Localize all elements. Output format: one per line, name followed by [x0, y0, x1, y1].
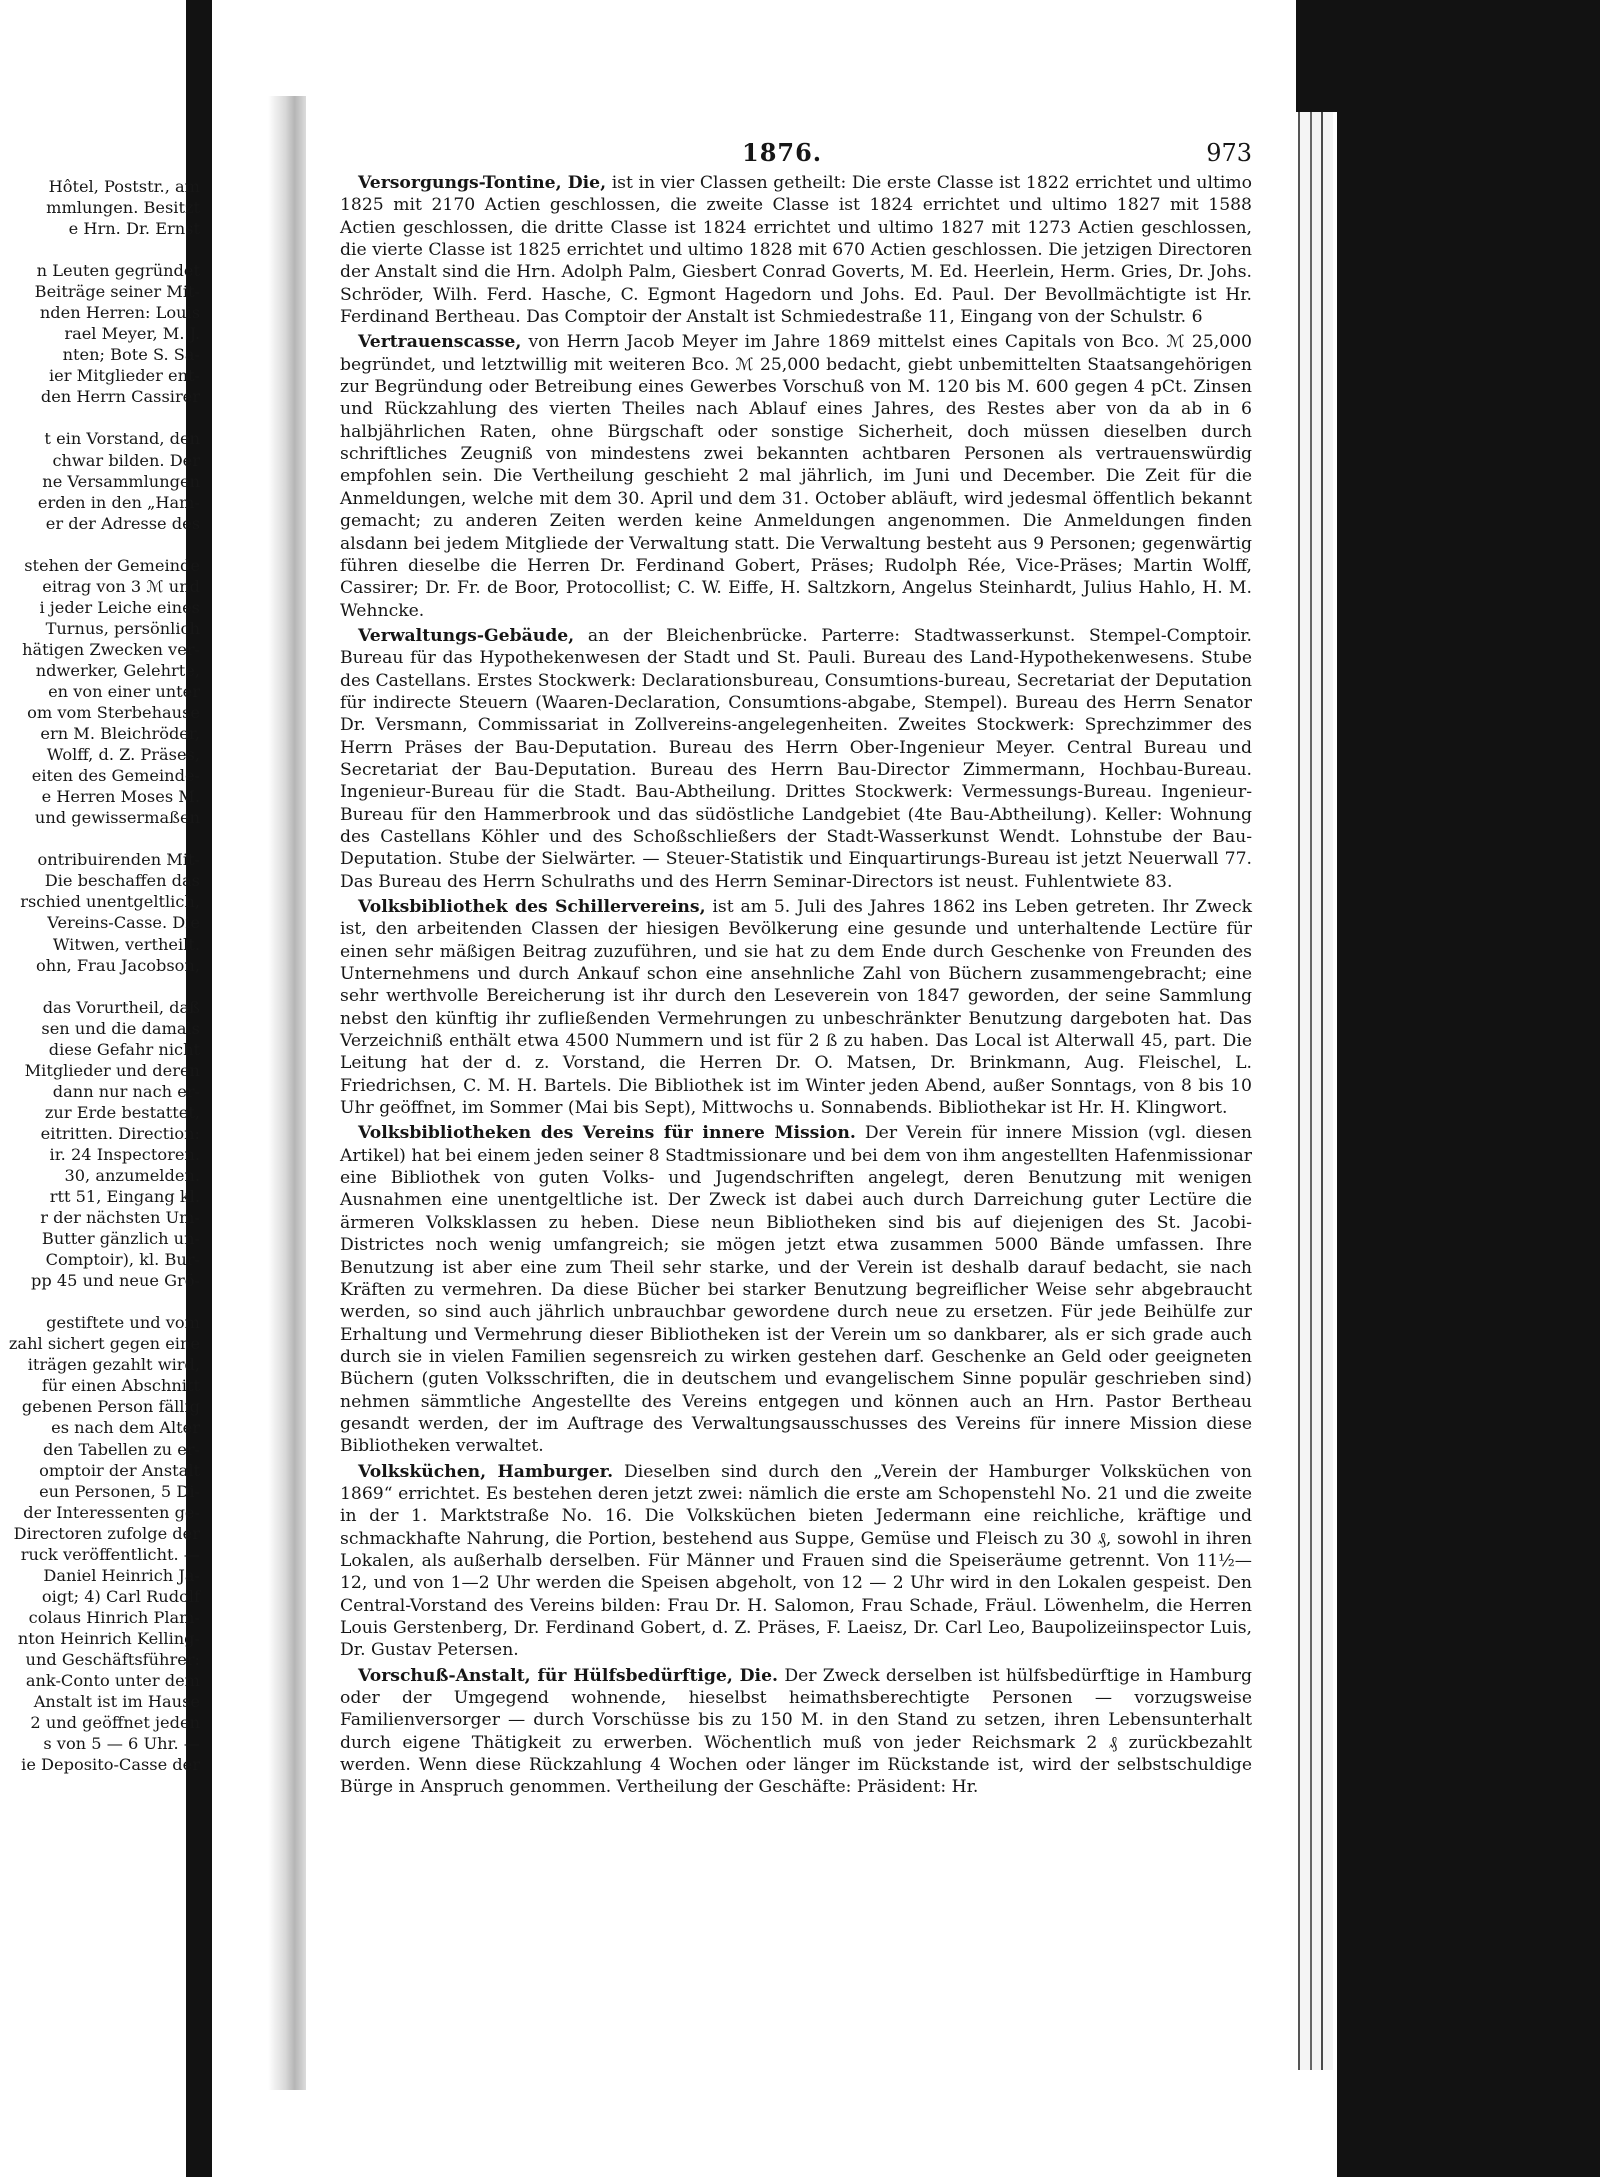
- left-column-line: pp 45 und neue Grö-: [30, 1271, 200, 1291]
- entry-text: ist am 5. Juli des Jahres 1862 ins Leben getreten. Ihr Zweck ist, den arbeitenden Classen der hiesigen Bevölkerung eine gesunde und unterhaltende Lectüre für einen sehr mäßigen Beitrag zuzuführen, und sie hat zu dem Ende durch Geschenke von Freunden des Unternehmens und durch Ankauf schon eine ansehnliche Zahl von Büchern zusammengebracht; eine sehr werthvolle Bereicherung ist ihr durch den Leseverein von 1847 geworden, der seine Sammlung nebst den künftig ihr zufließenden Vermehrungen zu unbeschränkter Benutzung dargeboten hat. Das Verzeichniß enthält etwa 4500 Nummern und ist für 2 ß zu haben. Das Local ist Alterwall 45, part. Die Leitung hat der d. z. Vorstand, die Herren Dr. O. Matsen, Dr. Brinkmann, Aug. Fleischel, L. Friedrichsen, C. M. H. Bartels. Die Bibliothek ist im Winter jeden Abend, außer Sonntags, von 8 bis 10 Uhr geöffnet, im Sommer (Mai bis Sept), Mittwochs u. Sonnabends. Bibliothekar ist Hr. H. Klingwort.: [340, 897, 1252, 1119]
- entry-heading: Volksküchen, Hamburger.: [358, 1461, 614, 1482]
- left-column-line: Directoren zufolge der: [13, 1523, 200, 1543]
- left-column-line: diese Gefahr nicht: [48, 1039, 200, 1059]
- entry-volkskuechen: [340, 1461, 1252, 1662]
- left-column-line: ier Mitglieder ent-: [49, 366, 200, 386]
- page-gutter-shadow: [268, 96, 306, 2090]
- page-number: 973: [1206, 139, 1252, 167]
- page-edge: [1321, 110, 1333, 2070]
- left-column-line: Anstalt ist im Hause: [33, 1692, 200, 1712]
- left-column-line: und Geschäftsführer:: [25, 1650, 200, 1669]
- left-column-line: den Herrn Cassirer: [40, 387, 200, 407]
- left-column-line: [0, 1291, 200, 1312]
- left-column-line: chwar bilden. Der: [52, 450, 200, 470]
- left-column-line: ndwerker, Gelehrte,: [35, 660, 200, 680]
- scan-background-right: [1337, 0, 1600, 2177]
- left-column-line: oigt; 4) Carl Rudolf: [41, 1586, 200, 1606]
- left-column-line: nden Herren: Louis: [39, 303, 200, 323]
- entry-text: Dieselben sind durch den „Verein der Hamburger Volksküchen von 1869“ errichtet. Es bestehen deren jetzt zwei: nämlich die erste am Schopenstehl No. 21 und die zweite in der 1. Marktstraße No. 16. Die Volksküchen bieten Jedermann eine reichliche, kräftige und schmackhafte Nahrung, die Portion, bestehend aus Suppe, Gemüse und Fleisch zu 30 ₰, sowohl in ihren Lokalen, als außerhalb derselben. Für Männer und Frauen sind die Speiseräume getrennt. Von 11½—12, und von 1—2 Uhr werden die Speisen abgeholt, von 12 — 2 Uhr wird in den Lokalen gespeist. Den Central-Vorstand des Vereins bilden: Frau Dr. H. Salomon, Frau Schade, Fräul. Löwenhelm, die Herren Louis Gerstenberg, Dr. Ferdinand Gobert, d. Z. Präses, F. Laeisz, Dr. Carl Leo, Baupolizeiinspector Luis, Dr. Gustav Petersen.: [340, 1461, 1252, 1661]
- left-page-column: [0, 176, 206, 2026]
- entry-heading: Volksbibliotheken des Vereins für innere Mission.: [358, 1123, 856, 1144]
- left-column-line: mmlungen. Besitzt: [46, 198, 200, 218]
- left-column-line: om vom Sterbehause: [27, 703, 200, 723]
- left-column-line: ruck veröffentlicht. —: [20, 1544, 200, 1564]
- entry-text: Der Zweck derselben ist hülfsbedürftige in Hamburg oder der Umgegend wohnende, hieselbst heimathsberechtigte Personen — vorzugsweise Familienversorger — durch Vorschüsse bis zu 150 M. in den Stand zu setzen, ihren Lebensunterhalt durch eigene Thätigkeit zu erwerben. Wöchentlich muß von jeder Reichsmark 2 ₰ zurückbezahlt werden. Wenn diese Rückzahlung 4 Wochen oder länger im Rückstande ist, wird der selbstschuldige Bürge in Anspruch genommen. Vertheilung der Geschäfte: Präsident: Hr.: [340, 1665, 1253, 1798]
- left-column-line: ontribuirenden Mit-: [37, 850, 200, 870]
- entry-heading: Volksbibliothek des Schillervereins,: [358, 897, 706, 917]
- left-column-line: eitrag von 3 ℳ und: [42, 576, 200, 596]
- entry-text: ist in vier Classen getheilt: Die erste Classe ist 1822 errichtet und ultimo 1825 mit 2170 Actien geschlossen, die zweite Classe ist 1824 errichtet und ultimo 1827 mit 1588 Actien geschlossen, die dritte Classe ist 1824 errichtet und ultimo 1827 mit 1273 Actien geschlossen, die vierte Classe ist 1825 errichtet und ultimo 1828 mit 670 Actien geschlossen. Die jetzigen Directoren der Anstalt sind die Hrn. Adolph Palm, Giesbert Conrad Goverts, M. Ed. Heerlein, Herm. Gries, Dr. Johs. Schröder, Wilh. Ferd. Hasche, C. Egmont Hagedorn und Johs. Ed. Paul. Der Bevollmächtigte ist Hr. Ferdinand Bertheau. Das Comptoir der Anstalt ist Schmiedestraße 11, Eingang von der Schulstr. 6: [340, 173, 1253, 328]
- left-column-line: Turnus, persönlich: [45, 618, 200, 638]
- left-column-line: ne Versammlungen: [42, 471, 200, 491]
- entry-vertrauenscasse: [340, 331, 1252, 621]
- left-column-line: s von 5 — 6 Uhr. —: [43, 1734, 200, 1754]
- left-column-line: erden in den „Ham-: [37, 492, 200, 512]
- left-column-line: rschied unentgeltlich,: [20, 892, 200, 912]
- left-column-line: ie Deposito-Casse der: [21, 1755, 200, 1775]
- entry-text: Der Verein für innere Mission (vgl. diesen Artikel) hat bei einem jeden seiner 8 Stadtmissionare und bei dem von ihm angestellten Hafenmissionar eine Bibliothek von guten Volks- und Jugendschriften angelegt, deren Benutzung mit wenigen Ausnahmen eine unentgeltliche ist. Der Zweck ist dabei auch durch Darreichung guter Lectüre die ärmeren Volksklassen zu heben. Diese neun Bibliotheken sind bis auf diejenigen des St. Jacobi-Districtes noch wenig umfangreich; sie mögen jetzt etwa zusammen 5000 Bände umfassen. Ihre Benutzung ist aber eine zum Theil sehr starke, und der Verein ist deshalb darauf bedacht, sie nach Kräften zu vermehren. Da diese Bücher bei starker Benutzung begreiflicher Weise sehr abgebraucht werden, so sind auch jährlich unbrauchbar gewordene durch neue zu ersetzen. Für jede Beihülfe zur Erhaltung und Vermehrung dieser Bibliotheken ist der Verein um so dankbarer, als er sich grade auch durch sie in vielen Familien segensreich zu wirken gestehen darf. Geschenke an Geld oder geeigneten Büchern (guten Volksschriften, die in deutschem und evangelischem Sinne populär geschrieben sind) nehmen sämmtliche Angestellte des Vereins entgegen und können auch an Hrn. Pastor Bertheau gesandt werden, der im Auftrage des Verwaltungsausschusses des Vereins für innere Mission diese Bibliotheken verwaltet.: [340, 1123, 1252, 1457]
- entry-verwaltungs-gebaeude: [340, 625, 1252, 893]
- page-year: 1876.: [742, 138, 823, 167]
- left-column-line: Witwen, vertheilt.: [52, 934, 200, 954]
- left-column-line: eiten des Gemeinde-: [31, 766, 200, 786]
- left-column-line: en von einer unter: [48, 681, 200, 701]
- left-column-line: es nach dem Alter: [51, 1418, 200, 1438]
- entry-text: an der Bleichenbrücke. Parterre: Stadtwasserkunst. Stempel-Comptoir. Bureau für das Hypothekenwesen der Stadt und St. Pauli. Bureau des Land-Hypothekenwesens. Stube des Castellans. Erstes Stockwerk: Declarationsbureau, Consumtions-bureau, Secretariat der Deputation für indirecte Steuern (Waaren-Declaration, Consumtions-abgabe, Stempel). Bureau des Herrn Senator Dr. Versmann, Commissariat in Zollvereins-angelegenheiten. Zweites Stockwerk: Sprechzimmer des Herrn Präses der Bau-Deputation. Bureau des Herrn Ober-Ingenieur Meyer. Central Bureau und Secretariat der Bau-Deputation. Bureau des Herrn Bau-Director Zimmermann, Hochbau-Bureau. Ingenieur-Bureau für die Stadt. Bau-Abtheilung. Drittes Stockwerk: Vermessungs-Bureau. Ingenieur-Bureau für den Hammerbrook und das südöstliche Landgebiet (4te Bau-Abtheilung). Keller: Wohnung des Castellans Köhler und des Schoßschließers der Stadt-Wasserkunst Wendt. Lohnstube der Bau-Deputation. Stube der Sielwärter. — Steuer-Statistik und Einquartirungs-Bureau ist jetzt Neuerwall 77. Das Bureau des Herrn Schulraths und des Herrn Seminar-Directors ist neust. Fuhlentwiete 83.: [340, 625, 1252, 892]
- left-column-line: und gewissermaßen: [34, 808, 200, 828]
- page-edge: [1310, 110, 1321, 2070]
- left-column-line: i jeder Leiche eines: [39, 597, 200, 617]
- entry-volksbibliothek-schillerverein: [340, 896, 1252, 1119]
- left-column-line: rtt 51, Eingang kl.: [49, 1187, 200, 1207]
- left-column-line: stehen der Gemeinde: [24, 555, 200, 575]
- left-column-line: nten; Bote S. Sa-: [62, 345, 200, 365]
- left-column-line: Vereins-Casse. Die: [47, 913, 200, 933]
- left-column-line: [0, 976, 200, 997]
- left-column-line: Mitglieder und deren: [24, 1060, 200, 1080]
- left-column-line: 2 und geöffnet jeden: [30, 1713, 200, 1733]
- left-column-line: omptoir der Anstalt: [39, 1460, 200, 1480]
- left-column-line: der Interessenten ge-: [23, 1502, 200, 1522]
- left-column-line: ank-Conto unter dem: [25, 1671, 200, 1691]
- left-column-line: e Hrn. Dr. Ernst: [68, 219, 200, 239]
- left-column-line: eitritten. Direction:: [40, 1123, 200, 1143]
- left-column-line: [0, 239, 200, 260]
- left-column-line: [0, 407, 200, 428]
- left-column-line: Daniel Heinrich Ja-: [43, 1565, 200, 1585]
- right-page: [340, 132, 1252, 1802]
- left-column-line: sen und die damals: [41, 1018, 200, 1038]
- left-column-line: für einen Abschnitt: [41, 1376, 200, 1396]
- left-column-line: er der Adresse des: [45, 513, 200, 533]
- left-column-line: Die beschaffen das: [44, 871, 200, 891]
- left-column-line: zahl sichert gegen eine: [8, 1334, 200, 1354]
- entry-heading: Verwaltungs-Gebäude,: [358, 625, 575, 646]
- left-column-line: Beiträge seiner Mit-: [34, 282, 200, 302]
- entry-heading: Vertrauenscasse,: [358, 332, 522, 353]
- left-column-line: n Leuten gegründet: [36, 261, 200, 281]
- entry-heading: Vorschuß-Anstalt, für Hülfsbedürftige, Die.: [358, 1665, 779, 1686]
- entry-text: von Herrn Jacob Meyer im Jahre 1869 mittelst eines Capitals von Bco. ℳ 25,000 begründet, und letztwillig mit weiteren Bco. ℳ 25,000 bedacht, giebt unbemittelten Staatsangehörigen zur Begründung oder Betreibung eines Gewerbes Vorschuß von M. 120 bis M. 600 gegen 4 pCt. Zinsen und Rückzahlung des vierten Theiles nach Ablauf eines Jahres, des Restes aber von da ab in 6 halbjährlichen Raten, ohne Bürgschaft oder sonstige Sicherheit, doch müssen dieselben durch schriftliches Zeugniß von mindestens zwei bekannten achtbaren Personen als vertrauenswürdig empfohlen sein. Die Vertheilung geschieht 2 mal jährlich, im Juni und December. Die Zeit für die Anmeldungen, welche mit dem 30. April und dem 31. October abläuft, wird jedesmal öffentlich bekannt gemacht; zu anderen Zeiten werden keine Anmeldungen angenommen. Die Anmeldungen finden alsdann bei jedem Mitgliede der Verwaltung statt. Die Verwaltung besteht aus 9 Personen; gegenwärtig führen dieselbe die Herren Dr. Ferdinand Gobert, Präses; Rudolph Rée, Vice-Präses; Martin Wolff, Cassirer; Dr. Fr. de Boor, Protocollist; C. W. Eiffe, H. Saltzkorn, Angelus Steinhardt, Julius Hahlo, H. M. Wehncke.: [340, 332, 1252, 621]
- entry-vorschuss-anstalt: [340, 1665, 1252, 1799]
- left-column-line: iträgen gezahlt wird,: [27, 1355, 200, 1375]
- left-column-line: nton Heinrich Kelling-: [17, 1628, 200, 1648]
- left-column-line: das Vorurtheil, daß: [42, 997, 200, 1017]
- left-column-line: Wolff, d. Z. Präses,: [46, 745, 200, 765]
- left-column-line: ir. 24 Inspectoren.: [49, 1144, 200, 1164]
- left-column-line: gebenen Person fällig: [21, 1397, 200, 1417]
- left-column-line: r der nächsten Um-: [40, 1208, 200, 1228]
- left-column-line: ohn, Frau Jacobson,: [35, 955, 200, 975]
- left-column-line: 30, anzumelden.: [64, 1165, 200, 1185]
- left-column-line: zur Erde bestattet,: [44, 1102, 200, 1122]
- left-column-line: [0, 534, 200, 555]
- left-column-line: eun Personen, 5 Di-: [39, 1481, 200, 1501]
- left-column-line: rael Meyer, M. J.: [64, 324, 200, 344]
- left-column-line: colaus Hinrich Plam-: [28, 1607, 200, 1627]
- scan-background-corner: [1296, 0, 1337, 112]
- left-column-line: Comptoir), kl. Bur-: [45, 1250, 200, 1270]
- left-column-line: den Tabellen zu er-: [42, 1439, 200, 1459]
- entry-volksbibliotheken-innere-mission: [340, 1122, 1252, 1457]
- left-column-line: Butter gänzlich un-: [41, 1229, 200, 1249]
- left-column-line: hätigen Zwecken ver-: [22, 639, 200, 659]
- left-column-line: [0, 828, 200, 849]
- entry-versorgungs-tontine: [340, 172, 1252, 328]
- left-column-line: ern M. Bleichröder,: [40, 724, 200, 744]
- page-header: [340, 132, 1252, 172]
- left-column-line: dann nur nach er-: [52, 1081, 200, 1101]
- entry-heading: Versorgungs-Tontine, Die,: [358, 173, 607, 193]
- page-edge: [1298, 110, 1310, 2070]
- left-column-line: t ein Vorstand, den: [44, 429, 200, 449]
- left-column-line: e Herren Moses M.: [41, 787, 200, 807]
- left-column-line: gestiftete und vom: [46, 1313, 200, 1333]
- left-column-line: Hôtel, Poststr., am: [48, 177, 200, 196]
